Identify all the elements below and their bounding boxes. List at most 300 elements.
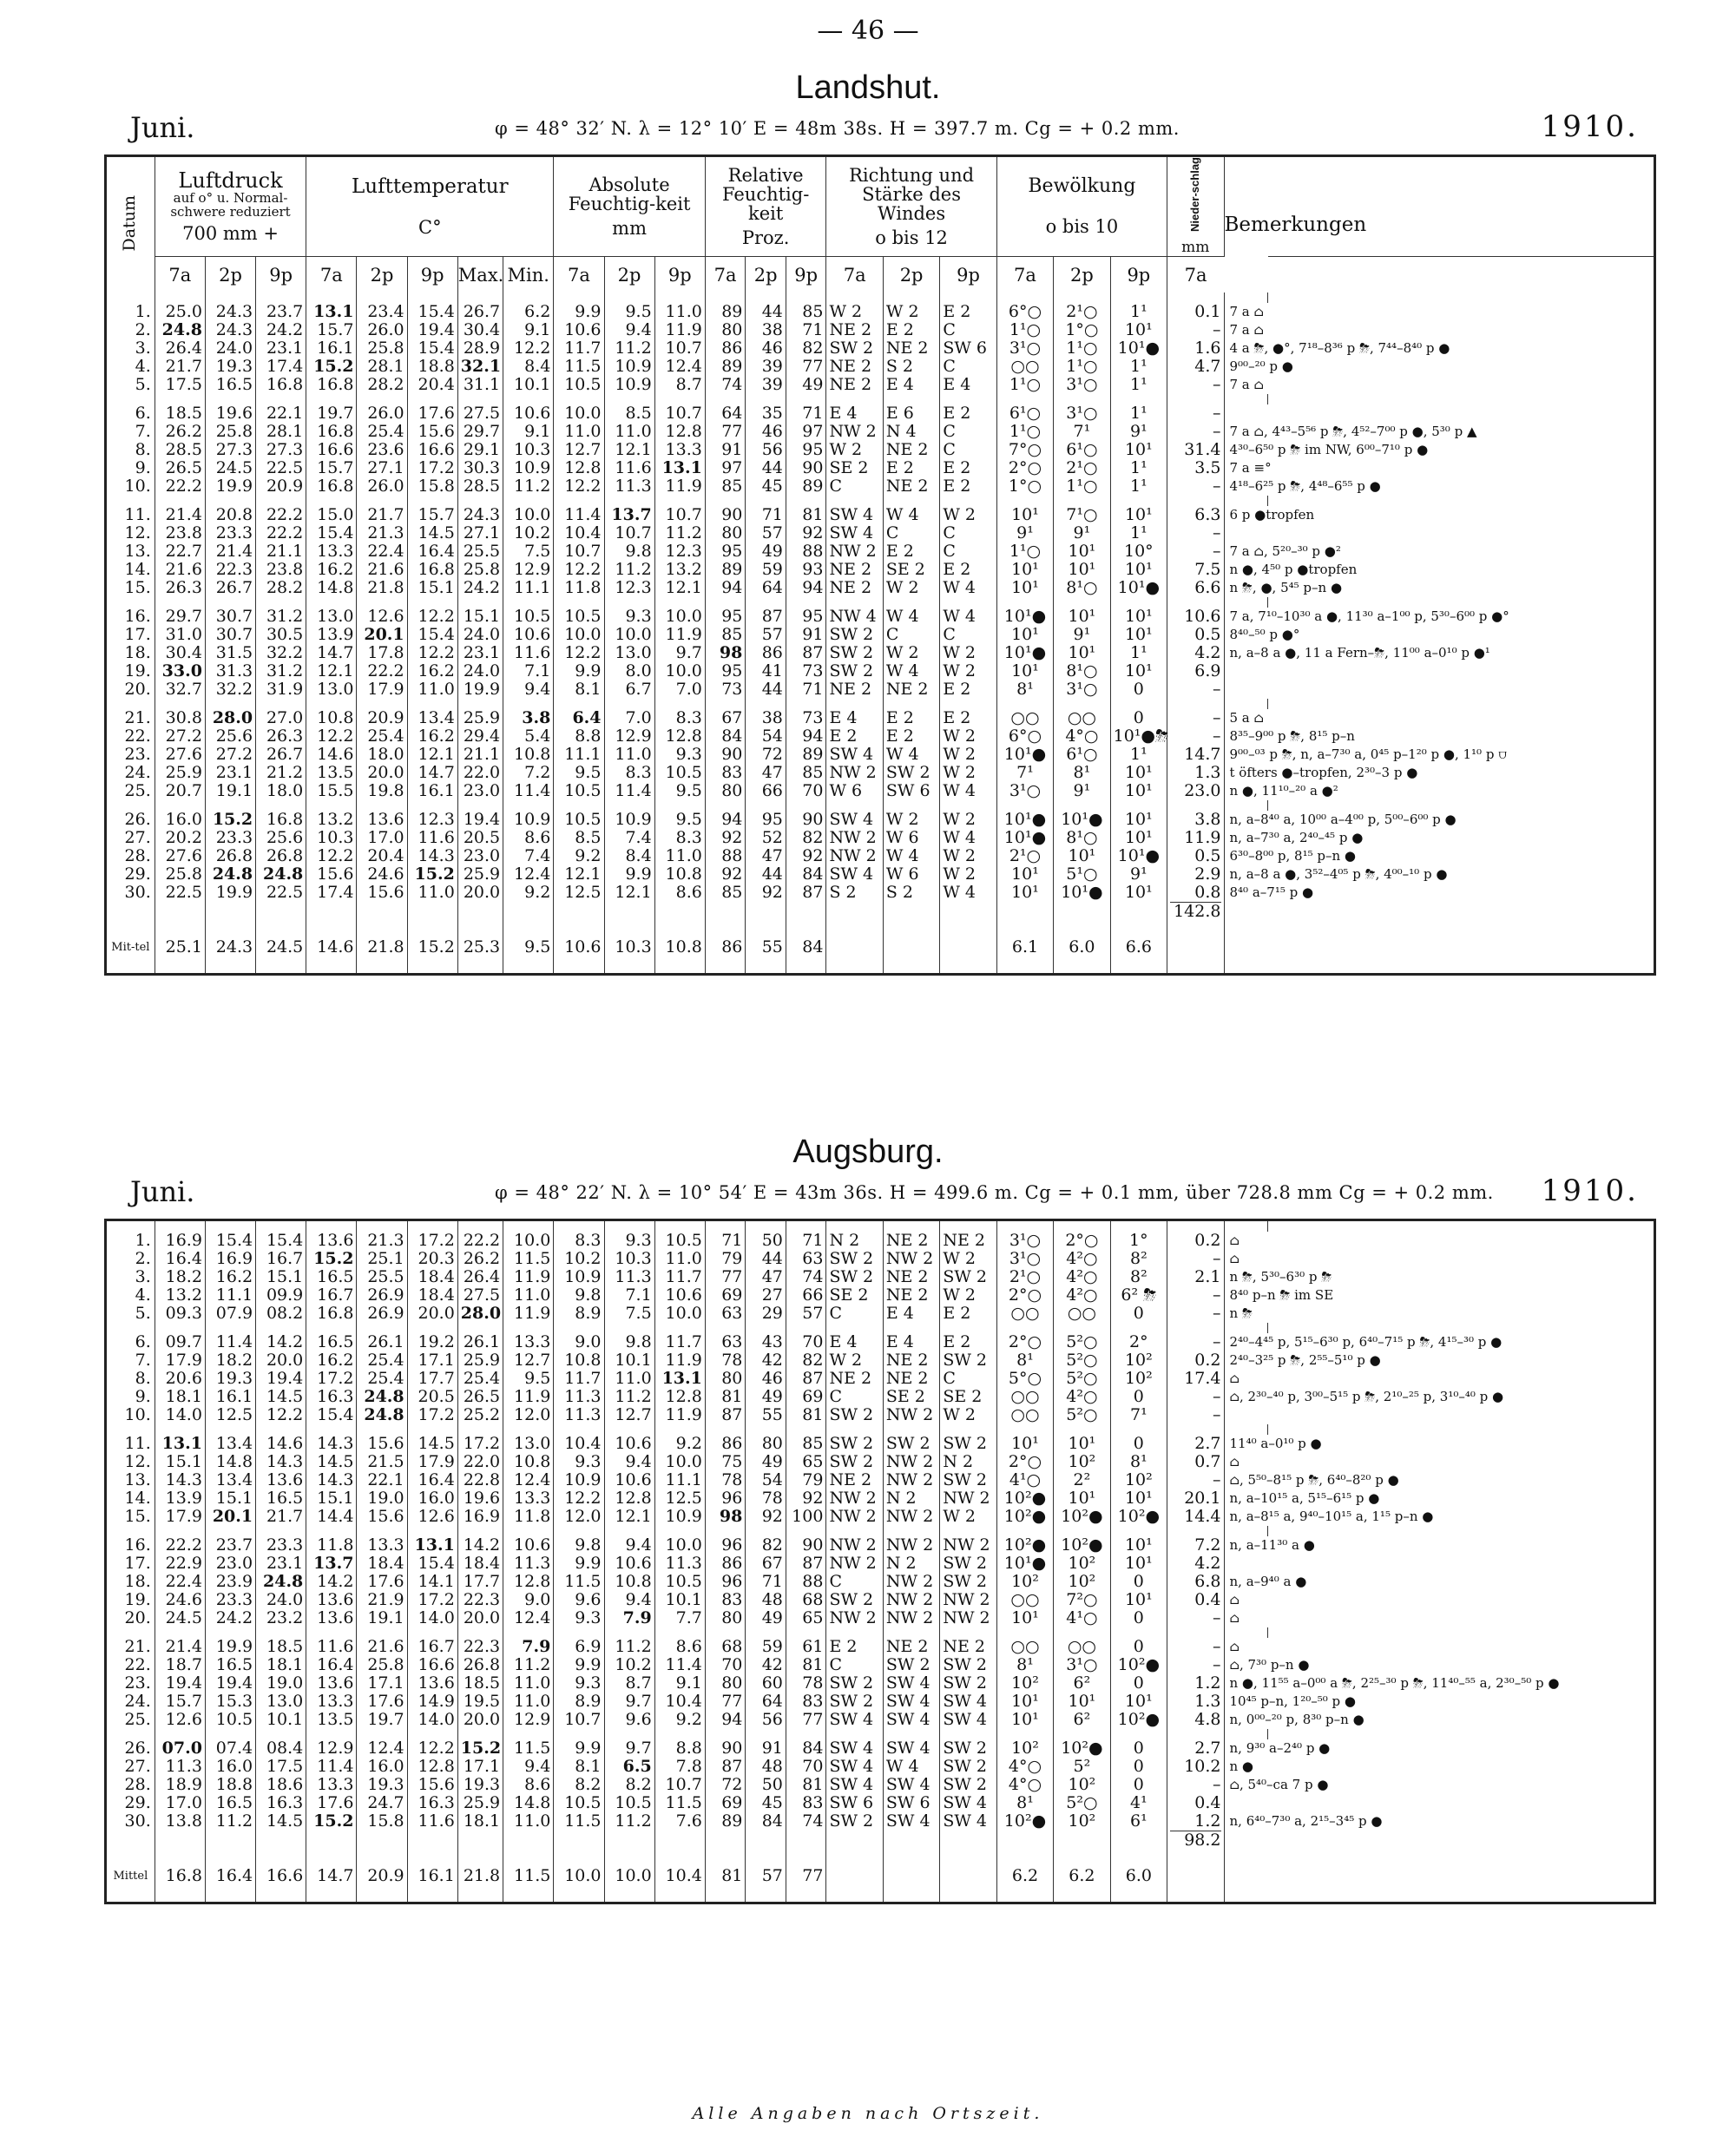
cell: 14.2 xyxy=(457,1536,503,1555)
cell: SW 4 xyxy=(826,524,883,542)
cell: 4¹ xyxy=(1110,1794,1167,1812)
cell: 12.7 xyxy=(604,1406,654,1424)
cell: 0.7 xyxy=(1167,1453,1224,1471)
table-row xyxy=(107,1489,1654,1508)
cell: W 2 xyxy=(940,1406,996,1424)
cell: 14. xyxy=(107,561,155,579)
cell: 10¹ xyxy=(1054,561,1110,579)
cell: 20.8 xyxy=(205,506,255,524)
table-row xyxy=(107,423,1654,441)
cell: 0.1 xyxy=(1167,303,1224,321)
cell: 15.6 xyxy=(407,1776,457,1794)
cell: 4.8 xyxy=(1167,1711,1224,1729)
cell: 17.9 xyxy=(357,680,407,699)
cell: 2¹○ xyxy=(996,1268,1053,1286)
cell: 14.3 xyxy=(155,1471,205,1489)
cell: 10.0 xyxy=(604,626,654,644)
cell: 12.6 xyxy=(407,1508,457,1526)
cell: 16.9 xyxy=(155,1232,205,1250)
cell: 9.6 xyxy=(604,1711,654,1729)
cell: 11.9 xyxy=(654,477,705,496)
table-row xyxy=(107,1435,1654,1453)
table-row xyxy=(107,1333,1654,1351)
table-row xyxy=(107,477,1654,496)
cell: 9.4 xyxy=(503,1758,554,1776)
cell: 1¹ xyxy=(1110,746,1167,764)
cell: – xyxy=(1167,477,1224,496)
cell: 10¹ xyxy=(996,1609,1053,1627)
mittel-cell: 24.3 xyxy=(205,921,255,973)
cell: 10.7 xyxy=(604,524,654,542)
mittel-cell: 15.2 xyxy=(407,921,457,973)
cell: SE 2 xyxy=(883,561,939,579)
cell: 69 xyxy=(705,1286,746,1305)
cell: 27.5 xyxy=(457,1286,503,1305)
cell: 11.0 xyxy=(654,1250,705,1268)
cell: 11.5 xyxy=(554,1573,604,1591)
cell: 1.2 xyxy=(1167,1812,1224,1831)
cell: NE 2 xyxy=(826,376,883,394)
cell: 29.7 xyxy=(457,423,503,441)
cell: 10¹ xyxy=(1110,441,1167,459)
cell: 9⁰⁰–⁰³ p ⛈, n, a–7³⁰ a, 0⁴⁵ p–1²⁰ p ●, 1¹⁰ p ⩌ xyxy=(1229,746,1507,763)
cell: 4°○ xyxy=(1054,727,1110,746)
cell: 18.8 xyxy=(205,1776,255,1794)
cell: ○○ xyxy=(996,1638,1053,1656)
cell: SE 2 xyxy=(883,1388,939,1406)
cell: C xyxy=(826,1573,883,1591)
cell: 10.9 xyxy=(604,358,654,376)
col-luftdruck: Luftdruck auf o° u. Normal-schwere reduziert 700 mm + xyxy=(155,157,306,256)
cell: 78 xyxy=(705,1351,746,1370)
cell: 10² xyxy=(1110,1471,1167,1489)
cell: 44 xyxy=(746,1250,786,1268)
cell xyxy=(1224,680,1268,699)
cell: 73 xyxy=(705,680,746,699)
cell: 92 xyxy=(786,847,826,865)
cell: 9.9 xyxy=(554,1555,604,1573)
cell: E 6 xyxy=(883,404,939,423)
cell: 13.9 xyxy=(306,626,357,644)
cell: 16.4 xyxy=(407,1471,457,1489)
cell: 85 xyxy=(786,764,826,782)
cell: C xyxy=(826,1656,883,1674)
cell: 31.9 xyxy=(256,680,306,699)
cell: C xyxy=(940,423,996,441)
cell: 14.3 xyxy=(407,847,457,865)
cell: 15.5 xyxy=(306,782,357,800)
cell: 10² xyxy=(1054,1573,1110,1591)
cell: 9.3 xyxy=(554,1453,604,1471)
cell: 18.4 xyxy=(357,1555,407,1573)
cell: 27.5 xyxy=(457,404,503,423)
cell: 90 xyxy=(786,811,826,829)
cell: 11.9 xyxy=(654,1406,705,1424)
table-row xyxy=(107,1739,1654,1758)
cell: ○○ xyxy=(996,709,1053,727)
subheader: 7a xyxy=(306,256,357,293)
cell: 92 xyxy=(786,1489,826,1508)
cell: 85 xyxy=(705,477,746,496)
cell: 9.9 xyxy=(554,1739,604,1758)
cell: SW 2 xyxy=(826,339,883,358)
cell: 11.2 xyxy=(205,1812,255,1831)
col-cloud: Bewölkung o bis 10 xyxy=(996,157,1167,256)
col-abs-feucht: Absolute Feuchtig-keit mm xyxy=(554,157,706,256)
cell: 4.2 xyxy=(1167,1555,1224,1573)
cell: 11.5 xyxy=(503,1250,554,1268)
cell: 79 xyxy=(705,1250,746,1268)
cell: 52 xyxy=(746,829,786,847)
cell: 10¹ xyxy=(1054,608,1110,626)
cell: 8¹ xyxy=(996,1794,1053,1812)
cell: 10.7 xyxy=(654,339,705,358)
cell: 11.5 xyxy=(503,1739,554,1758)
cell: 12.2 xyxy=(306,727,357,746)
cell: ○○ xyxy=(996,1305,1053,1323)
cell: SW 2 xyxy=(940,1555,996,1573)
cell: 11.0 xyxy=(654,847,705,865)
cell: 4¹○ xyxy=(996,1471,1053,1489)
cell: 10.6 xyxy=(604,1471,654,1489)
cell: 83 xyxy=(705,764,746,782)
subheader: 7a xyxy=(996,256,1053,293)
cell: 18.8 xyxy=(407,358,457,376)
cell: SW 4 xyxy=(826,746,883,764)
cell: NE 2 xyxy=(826,680,883,699)
cell: 15.2 xyxy=(407,865,457,884)
cell: 1. xyxy=(107,303,155,321)
cell: 5²○ xyxy=(1054,1794,1110,1812)
cell: S 2 xyxy=(883,884,939,902)
cell: 10.4 xyxy=(554,1435,604,1453)
cell: 18.2 xyxy=(155,1268,205,1286)
cell: SW 4 xyxy=(883,1812,939,1831)
cell: 96 xyxy=(705,1536,746,1555)
table-row xyxy=(107,1573,1654,1591)
cell: 20.9 xyxy=(256,477,306,496)
cell: n, 0⁰⁰–²⁰ p, 8³⁰ p–n ● xyxy=(1229,1712,1364,1727)
cell: 26.5 xyxy=(155,459,205,477)
cell: 19.5 xyxy=(457,1693,503,1711)
cell: 10¹● xyxy=(1054,811,1110,829)
cell: 11.0 xyxy=(503,1693,554,1711)
cell: 1¹○ xyxy=(1054,339,1110,358)
table-row xyxy=(107,1471,1654,1489)
cell: 72 xyxy=(746,746,786,764)
cell: 61 xyxy=(786,1638,826,1656)
data-table xyxy=(104,154,1656,976)
cell: 6 p ●tropfen xyxy=(1229,507,1315,523)
cell: 14.1 xyxy=(407,1573,457,1591)
cell: E 4 xyxy=(940,376,996,394)
cell: 11.2 xyxy=(604,1638,654,1656)
cell: 7¹ xyxy=(996,764,1053,782)
cell: 10.2 xyxy=(604,1656,654,1674)
cell: n, a–8⁴⁰ a, 10⁰⁰ a–4⁰⁰ p, 5⁰⁰–6⁰⁰ p ● xyxy=(1229,812,1457,828)
cell: 32.2 xyxy=(256,644,306,662)
cell: 11.9 xyxy=(654,626,705,644)
cell: SW 2 xyxy=(940,1573,996,1591)
cell: 15.2 xyxy=(457,1739,503,1758)
cell: 16.2 xyxy=(306,561,357,579)
cell: 44 xyxy=(746,865,786,884)
cell: E 2 xyxy=(940,477,996,496)
cell: 22.2 xyxy=(457,1232,503,1250)
cell: 12.6 xyxy=(357,608,407,626)
cell: 22.5 xyxy=(256,459,306,477)
cell: 10²● xyxy=(1110,1508,1167,1526)
cell: 7.2 xyxy=(1167,1536,1224,1555)
cell: 30.7 xyxy=(205,608,255,626)
cell: 6.6 xyxy=(1167,579,1224,597)
cell: 20.2 xyxy=(155,829,205,847)
cell: 4²○ xyxy=(1054,1286,1110,1305)
cell: 8¹○ xyxy=(1054,829,1110,847)
cell: 92 xyxy=(746,1508,786,1526)
cell: 28.0 xyxy=(205,709,255,727)
cell: NE 2 xyxy=(883,1232,939,1250)
cell: 09.7 xyxy=(155,1333,205,1351)
cell: 17.6 xyxy=(306,1794,357,1812)
cell: 10¹ xyxy=(1110,764,1167,782)
cell: 8.6 xyxy=(503,829,554,847)
cell: 10.5 xyxy=(654,1232,705,1250)
table-row xyxy=(107,1591,1654,1609)
subheader: 9p xyxy=(940,256,996,293)
cell: 1¹○ xyxy=(996,321,1053,339)
cell: 16.8 xyxy=(306,1305,357,1323)
cell: 4²○ xyxy=(1054,1268,1110,1286)
cell: n ⛈, 5³⁰–6³⁰ p ⛈ xyxy=(1229,1269,1332,1285)
cell: 16.8 xyxy=(256,376,306,394)
cell: NW 2 xyxy=(883,1508,939,1526)
cell: 22.1 xyxy=(256,404,306,423)
cell: 87 xyxy=(746,608,786,626)
cell: 13.7 xyxy=(604,506,654,524)
cell: 7.5 xyxy=(604,1305,654,1323)
cell: 13.3 xyxy=(357,1536,407,1555)
cell: 7 a ⌂, 4⁴³–5⁵⁶ p ⛈, 4⁵²–7⁰⁰ p ●, 5³⁰ p ▲ xyxy=(1229,424,1477,440)
cell: 4²○ xyxy=(1054,1250,1110,1268)
cell: 2¹○ xyxy=(1054,459,1110,477)
cell: 16.5 xyxy=(256,1489,306,1508)
cell: 9.3 xyxy=(554,1609,604,1627)
cell xyxy=(1224,404,1268,423)
cell: 1.6 xyxy=(1167,339,1224,358)
cell: 13.3 xyxy=(503,1333,554,1351)
cell: 1¹○ xyxy=(996,423,1053,441)
cell: 71 xyxy=(746,506,786,524)
cell: 14.5 xyxy=(407,524,457,542)
cell: 23.7 xyxy=(205,1536,255,1555)
cell: 12.5 xyxy=(654,1489,705,1508)
table-row xyxy=(107,1794,1654,1812)
cell: 14.5 xyxy=(407,1435,457,1453)
subheader: 2p xyxy=(205,256,255,293)
cell: 16.6 xyxy=(306,441,357,459)
cell: 21. xyxy=(107,709,155,727)
mittel-cell: 11.5 xyxy=(503,1850,554,1902)
cell: 0.2 xyxy=(1167,1232,1224,1250)
cell: 10² xyxy=(1054,1812,1110,1831)
cell: 12.8 xyxy=(604,1489,654,1508)
cell: 7 a ⌂ xyxy=(1229,322,1264,339)
cell: 10.0 xyxy=(503,1232,554,1250)
cell: 3¹○ xyxy=(1054,680,1110,699)
cell: 27. xyxy=(107,1758,155,1776)
cell: 11.7 xyxy=(654,1333,705,1351)
cell: 48 xyxy=(746,1591,786,1609)
cell: 71 xyxy=(786,680,826,699)
table-row xyxy=(107,1351,1654,1370)
cell: 11.6 xyxy=(604,459,654,477)
cell: 11.4 xyxy=(503,782,554,800)
cell: n ⛈, ●, 5⁴⁵ p–n ● xyxy=(1229,580,1343,596)
cell: 10¹ xyxy=(1054,644,1110,662)
cell: 22.4 xyxy=(357,542,407,561)
cell: – xyxy=(1167,524,1224,542)
cell: 23.6 xyxy=(357,441,407,459)
cell: 75 xyxy=(705,1453,746,1471)
cell: 21. xyxy=(107,1638,155,1656)
cell: W 4 xyxy=(940,884,996,902)
cell: 6.7 xyxy=(604,680,654,699)
cell: 78 xyxy=(786,1674,826,1693)
mittel-cell: 10.6 xyxy=(554,921,604,973)
subheader: 2p xyxy=(1054,256,1110,293)
cell: 8⁴⁰ a–7¹⁵ p ● xyxy=(1229,884,1314,901)
cell: 23.3 xyxy=(205,524,255,542)
cell: 10¹ xyxy=(1054,542,1110,561)
cell: 29.4 xyxy=(457,727,503,746)
cell: 12.0 xyxy=(554,1508,604,1526)
cell: – xyxy=(1167,1656,1224,1674)
cell: C xyxy=(940,358,996,376)
cell: – xyxy=(1167,680,1224,699)
cell: 18.4 xyxy=(407,1268,457,1286)
cell: 24. xyxy=(107,1693,155,1711)
cell: 21.4 xyxy=(155,1638,205,1656)
cell: 88 xyxy=(786,542,826,561)
cell: 10. xyxy=(107,1406,155,1424)
cell: 81 xyxy=(786,1406,826,1424)
col-temp: Lufttemperatur C° xyxy=(306,157,554,256)
cell: 78 xyxy=(705,1471,746,1489)
cell: 95 xyxy=(705,608,746,626)
cell: C xyxy=(883,626,939,644)
cell: 10²● xyxy=(996,1489,1053,1508)
cell: W 2 xyxy=(826,441,883,459)
cell: 81 xyxy=(786,1776,826,1794)
cell: 12.7 xyxy=(503,1351,554,1370)
cell: W 6 xyxy=(826,782,883,800)
cell: 12.9 xyxy=(503,1711,554,1729)
cell: 92 xyxy=(705,829,746,847)
cell: 14.8 xyxy=(306,579,357,597)
cell: 12.8 xyxy=(654,727,705,746)
table-row xyxy=(107,829,1654,847)
cell: 24.3 xyxy=(205,303,255,321)
cell: 28.5 xyxy=(457,477,503,496)
cell: 30.5 xyxy=(256,626,306,644)
cell: NW 2 xyxy=(883,1453,939,1471)
cell: 19.4 xyxy=(205,1674,255,1693)
cell: E 4 xyxy=(826,1333,883,1351)
cell: 16.0 xyxy=(155,811,205,829)
cell: 11.2 xyxy=(604,1812,654,1831)
cell: 10.9 xyxy=(554,1268,604,1286)
cell: 2.7 xyxy=(1167,1435,1224,1453)
cell: 11.3 xyxy=(554,1388,604,1406)
table-row xyxy=(107,339,1654,358)
cell: 6°○ xyxy=(996,727,1053,746)
cell: 16.7 xyxy=(407,1638,457,1656)
cell: 17.0 xyxy=(357,829,407,847)
cell: E 4 xyxy=(826,404,883,423)
cell: 1¹ xyxy=(1110,404,1167,423)
cell: E 2 xyxy=(940,459,996,477)
cell: 26.3 xyxy=(256,727,306,746)
cell: SW 4 xyxy=(826,865,883,884)
cell: 10² xyxy=(1054,1555,1110,1573)
cell: 55 xyxy=(746,1406,786,1424)
cell: ⌂ xyxy=(1229,1454,1240,1469)
mittel-row: Mittel 16.8 16.4 16.6 14.7 20.9 16.1 21.8 11.5 10.0 10.0 10.4 81 57 77 6.2 6.2 6.0 xyxy=(107,1850,1654,1902)
cell: 23.4 xyxy=(357,303,407,321)
cell: 10²● xyxy=(1110,1656,1167,1674)
cell: 12.1 xyxy=(604,884,654,902)
cell: 12.8 xyxy=(654,423,705,441)
cell: 26.5 xyxy=(457,1388,503,1406)
cell: 26.3 xyxy=(155,579,205,597)
cell: 13.3 xyxy=(306,1693,357,1711)
cell: 28.2 xyxy=(256,579,306,597)
cell: 22.1 xyxy=(357,1471,407,1489)
table-row xyxy=(107,608,1654,626)
cell: ⌂ xyxy=(1229,1592,1240,1607)
cell: 19. xyxy=(107,1591,155,1609)
cell: 15.1 xyxy=(205,1489,255,1508)
cell: 10.2 xyxy=(503,524,554,542)
cell: W 2 xyxy=(940,847,996,865)
mittel-cell: 10.8 xyxy=(654,921,705,973)
cell: 96 xyxy=(705,1573,746,1591)
cell: SW 2 xyxy=(826,1435,883,1453)
cell: 9.5 xyxy=(554,764,604,782)
cell: 11.7 xyxy=(654,1268,705,1286)
cell: 6¹ xyxy=(1110,1812,1167,1831)
cell: 5.4 xyxy=(503,727,554,746)
cell: 13.1 xyxy=(306,303,357,321)
cell xyxy=(1224,662,1268,680)
cell: 22. xyxy=(107,1656,155,1674)
cell: 21.5 xyxy=(357,1453,407,1471)
cell: 9.2 xyxy=(554,847,604,865)
cell: NW 2 xyxy=(883,1573,939,1591)
cell: 2. xyxy=(107,1250,155,1268)
cell: 9. xyxy=(107,1388,155,1406)
cell: 17.1 xyxy=(407,1351,457,1370)
cell: 15.1 xyxy=(256,1268,306,1286)
table-row xyxy=(107,884,1654,902)
cell: 7.0 xyxy=(604,709,654,727)
cell: 91 xyxy=(705,441,746,459)
cell: 24.8 xyxy=(357,1388,407,1406)
cell: 12.5 xyxy=(205,1406,255,1424)
cell: S 2 xyxy=(826,884,883,902)
table-row xyxy=(107,847,1654,865)
